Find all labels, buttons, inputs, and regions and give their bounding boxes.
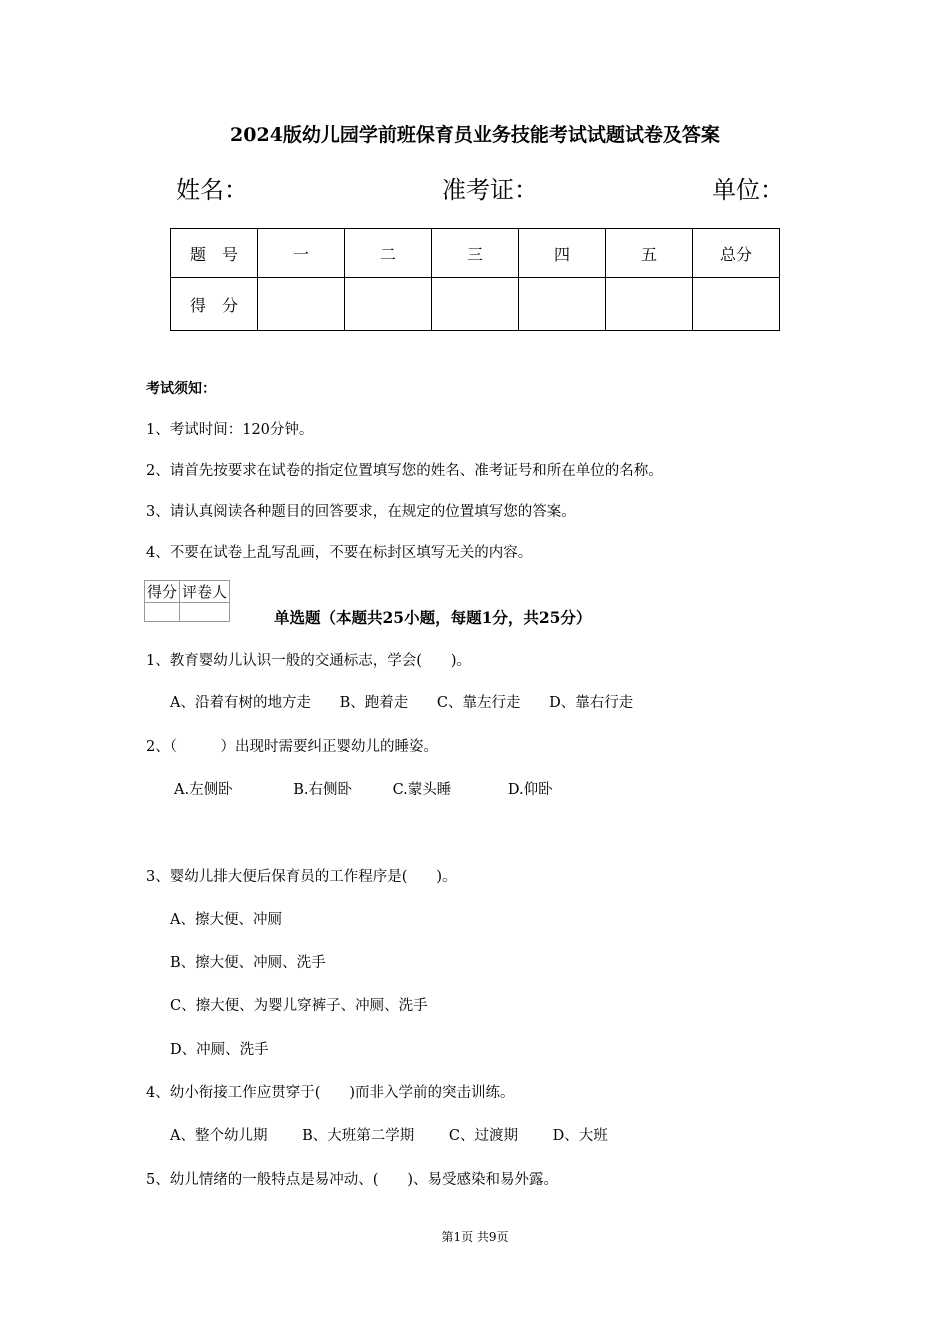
option: B、大班第二学期 <box>302 1128 415 1144</box>
question-4-options <box>170 1124 608 1145</box>
option: A、整个幼儿期 <box>170 1128 268 1144</box>
option: C、过渡期 <box>448 1128 518 1144</box>
score-cell[interactable] <box>519 278 606 331</box>
document-title: 2024版幼儿园学前班保育员业务技能考试试题试卷及答案 <box>230 124 720 146</box>
score-table <box>170 228 780 331</box>
unit-field-label: 单位： <box>712 176 784 204</box>
score-row-label: 得 分 <box>171 278 258 331</box>
score-table-score-row <box>171 278 780 331</box>
exam-id-field-label: 准考证： <box>442 176 538 204</box>
option: A、沿着有树的地方走 <box>170 695 311 711</box>
notice-item: 3、请认真阅读各种题目的回答要求，在规定的位置填写您的答案。 <box>146 504 576 520</box>
option: D、靠右行走 <box>549 695 634 711</box>
score-header-cell: 五 <box>606 229 693 278</box>
question-2-stem: 2、（ ）出现时需要纠正婴幼儿的睡姿。 <box>146 739 438 755</box>
option: C、靠左行走 <box>436 695 521 711</box>
option: C.蒙头睡 <box>392 782 452 798</box>
score-table-header-row <box>171 229 780 278</box>
option: B、擦大便、冲厕、洗手 <box>170 955 326 971</box>
notice-heading: 考试须知： <box>146 381 216 397</box>
option: A.左侧卧 <box>174 782 233 798</box>
score-cell[interactable] <box>606 278 693 331</box>
grader-name-cell[interactable] <box>180 603 230 622</box>
score-cell[interactable] <box>432 278 519 331</box>
score-header-cell: 二 <box>345 229 432 278</box>
option: A、擦大便、冲厕 <box>170 912 282 928</box>
option: D.仰卧 <box>507 782 553 798</box>
question-1-options <box>170 691 633 712</box>
option: D、冲厕、洗手 <box>170 1042 269 1058</box>
grader-score-label: 得分 <box>145 581 180 603</box>
name-field-label: 姓名： <box>176 176 248 204</box>
score-header-cell: 三 <box>432 229 519 278</box>
page-footer: 第1页 共9页 <box>441 1230 509 1244</box>
score-cell[interactable] <box>345 278 432 331</box>
notice-item: 4、不要在试卷上乱写乱画，不要在标封区填写无关的内容。 <box>146 545 533 561</box>
score-header-cell: 题 号 <box>171 229 258 278</box>
grader-score-cell[interactable] <box>145 603 180 622</box>
option: C、擦大便、为婴儿穿裤子、冲厕、洗手 <box>170 998 428 1014</box>
score-header-cell: 一 <box>258 229 345 278</box>
question-3-stem: 3、婴幼儿排大便后保育员的工作程序是( )。 <box>146 869 457 885</box>
grader-table <box>144 580 230 622</box>
question-1-stem: 1、教育婴幼儿认识一般的交通标志，学会( )。 <box>146 653 472 669</box>
score-cell[interactable] <box>693 278 780 331</box>
grader-name-label: 评卷人 <box>180 581 230 603</box>
section-heading: 单选题（本题共25小题，每题1分，共25分） <box>274 608 592 627</box>
notice-item: 1、考试时间：120分钟。 <box>146 422 314 438</box>
score-header-cell: 四 <box>519 229 606 278</box>
option: B、跑着走 <box>339 695 409 711</box>
question-2-options <box>174 778 553 799</box>
question-4-stem: 4、幼小衔接工作应贯穿于( )而非入学前的突击训练。 <box>146 1085 515 1101</box>
score-cell[interactable] <box>258 278 345 331</box>
score-header-cell: 总分 <box>693 229 780 278</box>
notice-item: 2、请首先按要求在试卷的指定位置填写您的姓名、准考证号和所在单位的名称。 <box>146 463 663 479</box>
option: B.右侧卧 <box>293 782 352 798</box>
question-5-stem: 5、幼儿情绪的一般特点是易冲动、( )、易受感染和易外露。 <box>146 1172 559 1188</box>
option: D、大班 <box>552 1128 608 1144</box>
